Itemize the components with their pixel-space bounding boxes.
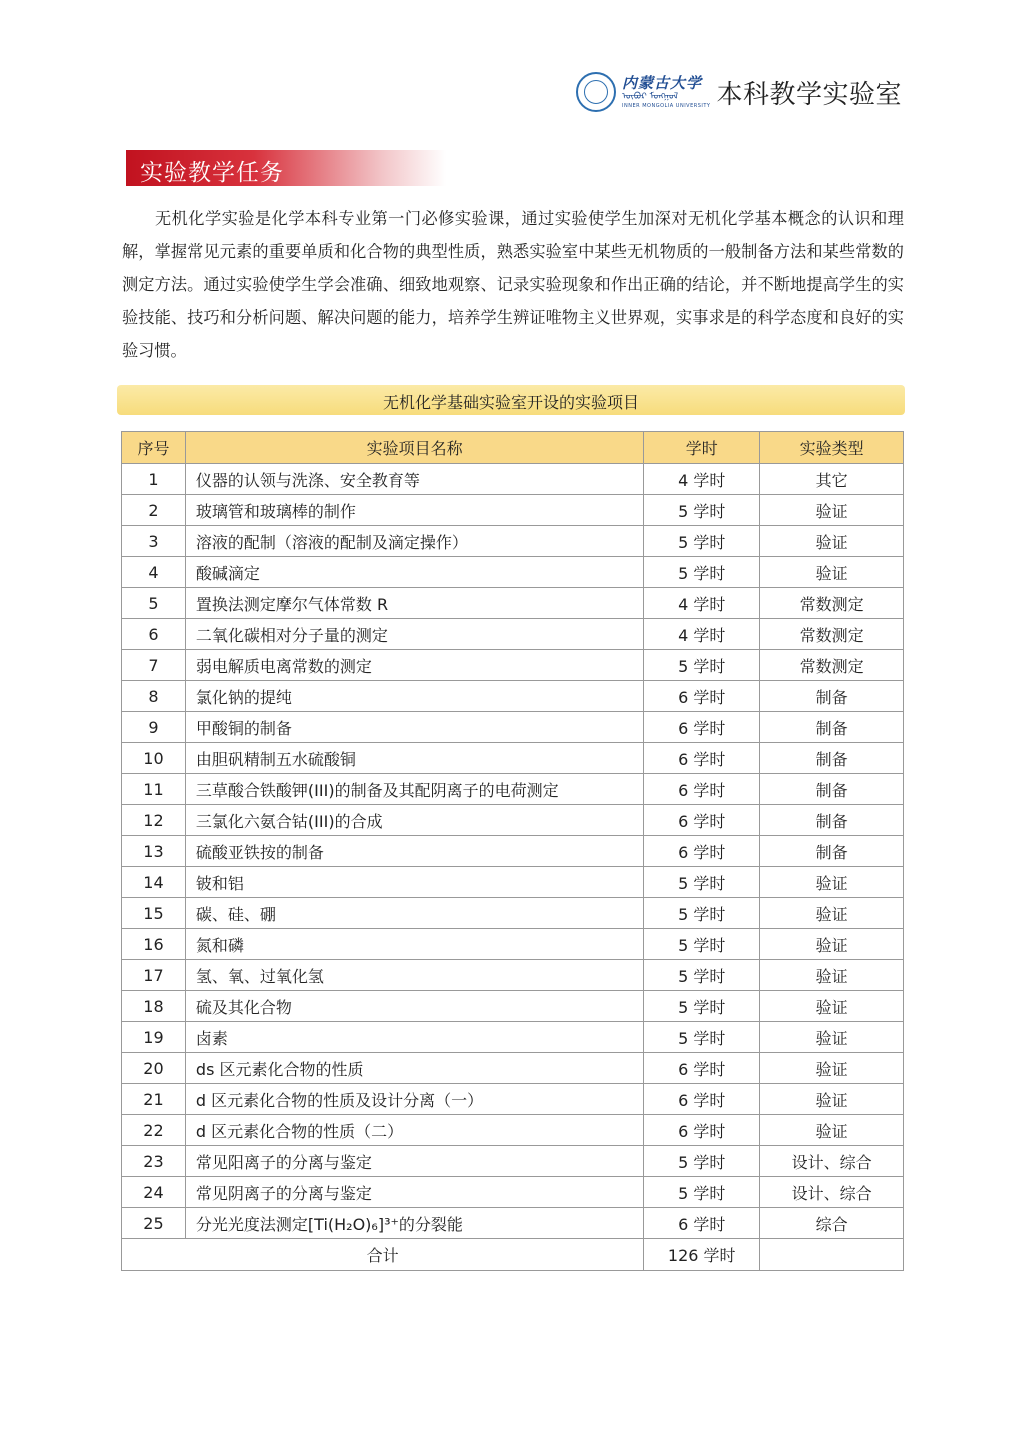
row-name: 常见阴离子的分离与鉴定	[185, 1177, 643, 1208]
row-hours: 5 学时	[644, 1177, 760, 1208]
row-num: 15	[122, 898, 186, 929]
row-name: 三草酸合铁酸钾(III)的制备及其配阴离子的电荷测定	[185, 774, 643, 805]
section-title: 实验教学任务	[140, 160, 284, 186]
table-row	[122, 464, 904, 495]
row-name: 碳、硅、硼	[185, 898, 643, 929]
row-hours: 5 学时	[644, 650, 760, 681]
row-type: 验证	[760, 557, 904, 588]
row-type: 验证	[760, 991, 904, 1022]
row-type: 制备	[760, 805, 904, 836]
row-name: 常见阳离子的分离与鉴定	[185, 1146, 643, 1177]
row-num: 17	[122, 960, 186, 991]
table-row	[122, 1022, 904, 1053]
row-hours: 6 学时	[644, 1084, 760, 1115]
row-num: 13	[122, 836, 186, 867]
row-num: 14	[122, 867, 186, 898]
row-num: 1	[122, 464, 186, 495]
table-row	[122, 743, 904, 774]
table-title-banner	[117, 385, 905, 415]
row-hours: 6 学时	[644, 1115, 760, 1146]
row-hours: 5 学时	[644, 557, 760, 588]
table-header-row	[122, 432, 904, 464]
total-hours: 126 学时	[644, 1239, 760, 1271]
row-name: 硫酸亚铁按的制备	[185, 836, 643, 867]
page-header	[576, 66, 902, 118]
header-title: 本科教学实验室	[716, 79, 902, 110]
total-row	[122, 1239, 904, 1271]
row-type: 制备	[760, 836, 904, 867]
row-name: d 区元素化合物的性质（二）	[185, 1115, 643, 1146]
table-row	[122, 650, 904, 681]
row-num: 2	[122, 495, 186, 526]
table-row	[122, 1177, 904, 1208]
table-row	[122, 1115, 904, 1146]
intro-paragraph: 无机化学实验是化学本科专业第一门必修实验课，通过实验使学生加深对无机化学基本概念的认识和理解，掌握常见元素的重要单质和化合物的典型性质，熟悉实验室中某些无机物质的一般制备方法和某些常数的测定方法。通过实验使学生学会准确、细致地观察、记录实验现象和作出正确的结论，并不断地提高学生的实验技能、技巧和分析问题、解决问题的能力，培养学生辨证唯物主义世界观，实事求是的科学态度和良好的实验习惯。	[122, 209, 904, 360]
row-hours: 5 学时	[644, 495, 760, 526]
row-type: 验证	[760, 526, 904, 557]
row-hours: 6 学时	[644, 836, 760, 867]
table-row	[122, 898, 904, 929]
table-row	[122, 1208, 904, 1239]
row-type: 设计、综合	[760, 1146, 904, 1177]
row-name: 二氧化碳相对分子量的测定	[185, 619, 643, 650]
row-name: 氮和磷	[185, 929, 643, 960]
row-name: 硫及其化合物	[185, 991, 643, 1022]
row-type: 制备	[760, 774, 904, 805]
row-name: ds 区元素化合物的性质	[185, 1053, 643, 1084]
row-type: 验证	[760, 960, 904, 991]
row-name: 甲酸铜的制备	[185, 712, 643, 743]
row-type: 其它	[760, 464, 904, 495]
row-type: 验证	[760, 1084, 904, 1115]
table-row	[122, 774, 904, 805]
row-type: 制备	[760, 681, 904, 712]
row-type: 设计、综合	[760, 1177, 904, 1208]
table-row	[122, 1146, 904, 1177]
row-hours: 4 学时	[644, 464, 760, 495]
table-row	[122, 495, 904, 526]
row-num: 16	[122, 929, 186, 960]
table-title: 无机化学基础实验室开设的实验项目	[382, 393, 639, 412]
total-type	[760, 1239, 904, 1271]
table-row	[122, 712, 904, 743]
row-type: 验证	[760, 495, 904, 526]
row-type: 验证	[760, 898, 904, 929]
row-hours: 6 学时	[644, 712, 760, 743]
row-hours: 5 学时	[644, 898, 760, 929]
row-hours: 4 学时	[644, 619, 760, 650]
header-hours: 学时	[644, 432, 760, 464]
section-banner	[126, 150, 446, 186]
table-row	[122, 1053, 904, 1084]
row-hours: 5 学时	[644, 991, 760, 1022]
row-name: 三氯化六氨合钴(III)的合成	[185, 805, 643, 836]
row-name: 仪器的认领与洗涤、安全教育等	[185, 464, 643, 495]
row-type: 常数测定	[760, 588, 904, 619]
row-hours: 4 学时	[644, 588, 760, 619]
row-num: 22	[122, 1115, 186, 1146]
row-type: 常数测定	[760, 650, 904, 681]
row-name: 卤素	[185, 1022, 643, 1053]
logo-script-mongolian: ᠦᠪᠦᠷ ᠮᠣᠩᠭᠣᠯ	[622, 92, 679, 102]
row-hours: 5 学时	[644, 1146, 760, 1177]
row-type: 常数测定	[760, 619, 904, 650]
table-row	[122, 619, 904, 650]
row-name: 氢、氧、过氧化氢	[185, 960, 643, 991]
row-type: 验证	[760, 1115, 904, 1146]
row-hours: 5 学时	[644, 1022, 760, 1053]
row-type: 验证	[760, 1022, 904, 1053]
row-type: 验证	[760, 867, 904, 898]
table-row	[122, 960, 904, 991]
total-label: 合计	[122, 1239, 644, 1271]
row-num: 12	[122, 805, 186, 836]
row-num: 11	[122, 774, 186, 805]
row-hours: 5 学时	[644, 867, 760, 898]
row-name: 玻璃管和玻璃棒的制作	[185, 495, 643, 526]
row-hours: 6 学时	[644, 774, 760, 805]
row-hours: 5 学时	[644, 929, 760, 960]
course-table	[121, 431, 904, 1271]
table-row	[122, 867, 904, 898]
row-type: 综合	[760, 1208, 904, 1239]
table-row	[122, 929, 904, 960]
row-name: 由胆矾精制五水硫酸铜	[185, 743, 643, 774]
row-num: 6	[122, 619, 186, 650]
row-name: 酸碱滴定	[185, 557, 643, 588]
row-hours: 6 学时	[644, 743, 760, 774]
row-name: 溶液的配制（溶液的配制及滴定操作）	[185, 526, 643, 557]
row-name: 置换法测定摩尔气体常数 R	[185, 588, 643, 619]
header-name: 实验项目名称	[185, 432, 643, 464]
row-num: 5	[122, 588, 186, 619]
table-row	[122, 805, 904, 836]
row-num: 9	[122, 712, 186, 743]
logo-script-chinese: 内蒙古大学	[622, 74, 703, 92]
row-name: 弱电解质电离常数的测定	[185, 650, 643, 681]
table-row	[122, 526, 904, 557]
row-hours: 6 学时	[644, 681, 760, 712]
row-num: 21	[122, 1084, 186, 1115]
table-row	[122, 588, 904, 619]
logo-script-english: INNER MONGOLIA UNIVERSITY	[622, 103, 711, 109]
table-row	[122, 681, 904, 712]
row-type: 制备	[760, 743, 904, 774]
row-num: 18	[122, 991, 186, 1022]
row-hours: 6 学时	[644, 805, 760, 836]
row-num: 8	[122, 681, 186, 712]
table-row	[122, 836, 904, 867]
row-num: 24	[122, 1177, 186, 1208]
table-row	[122, 991, 904, 1022]
row-hours: 6 学时	[644, 1208, 760, 1239]
header-num: 序号	[122, 432, 186, 464]
row-num: 4	[122, 557, 186, 588]
row-hours: 5 学时	[644, 526, 760, 557]
university-logo	[622, 75, 710, 109]
row-num: 20	[122, 1053, 186, 1084]
table-row	[122, 557, 904, 588]
row-name: 氯化钠的提纯	[185, 681, 643, 712]
row-name: 铍和铝	[185, 867, 643, 898]
row-type: 制备	[760, 712, 904, 743]
university-seal-icon	[576, 72, 616, 112]
row-num: 19	[122, 1022, 186, 1053]
row-hours: 5 学时	[644, 960, 760, 991]
row-name: d 区元素化合物的性质及设计分离（一）	[185, 1084, 643, 1115]
row-type: 验证	[760, 1053, 904, 1084]
row-type: 验证	[760, 929, 904, 960]
row-name: 分光光度法测定[Ti(H₂O)₆]³⁺的分裂能	[185, 1208, 643, 1239]
row-num: 3	[122, 526, 186, 557]
row-hours: 6 学时	[644, 1053, 760, 1084]
header-type: 实验类型	[760, 432, 904, 464]
row-num: 25	[122, 1208, 186, 1239]
row-num: 10	[122, 743, 186, 774]
row-num: 7	[122, 650, 186, 681]
row-num: 23	[122, 1146, 186, 1177]
table-row	[122, 1084, 904, 1115]
